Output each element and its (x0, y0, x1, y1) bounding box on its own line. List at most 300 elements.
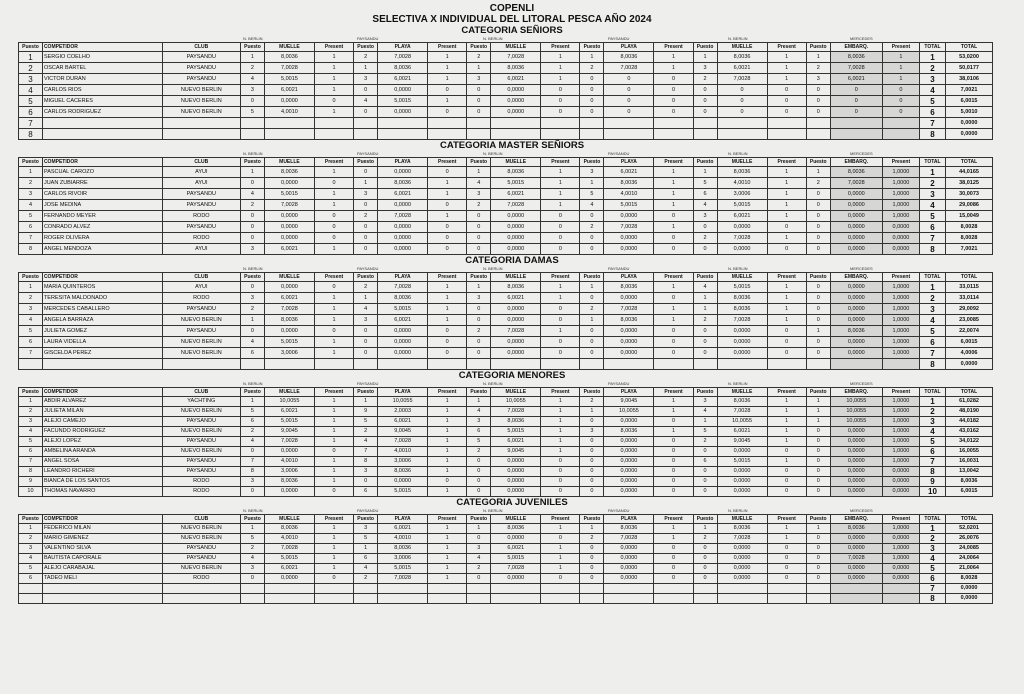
table-cell: 1 (541, 282, 580, 293)
table-cell: 0 (428, 167, 467, 178)
table-cell: 2 (693, 437, 717, 447)
table-cell (654, 584, 693, 594)
table-cell: 0 (806, 315, 830, 326)
table-row (19, 304, 993, 315)
table-cell (428, 594, 467, 604)
table-cell: 1 (541, 326, 580, 337)
table-cell: 1 (767, 293, 806, 304)
table-cell: 1 (580, 178, 604, 189)
table-cell: 0 (806, 189, 830, 200)
column-header: Puesto (806, 273, 830, 282)
table-cell: 7,0028 (491, 564, 541, 574)
table-cell: 1 (654, 200, 693, 211)
table-cell: 3 (19, 189, 43, 200)
table-cell: 1 (767, 52, 806, 63)
table-cell (354, 118, 378, 129)
table-cell: 1 (654, 397, 693, 407)
table-row (19, 447, 993, 457)
table-cell: 0 (882, 85, 919, 96)
column-header: Present (314, 273, 353, 282)
venue-label: PAYSANDU (608, 381, 630, 386)
table-header (19, 43, 993, 52)
table-cell: 1 (806, 326, 830, 337)
table-row (19, 554, 993, 564)
table-cell: 3 (354, 467, 378, 477)
table-cell: 4 (467, 407, 491, 417)
table-cell: 5,0015 (491, 427, 541, 437)
table-cell: 34,0122 (946, 437, 993, 447)
table-cell: 7,0028 (264, 200, 314, 211)
table-cell (580, 584, 604, 594)
column-header: MUELLE (491, 388, 541, 397)
table-cell: 0 (654, 477, 693, 487)
table-row (19, 189, 993, 200)
table-cell: 2 (467, 52, 491, 63)
table-cell: 0 (806, 467, 830, 477)
table-row (19, 222, 993, 233)
table-cell: 0,0000 (717, 348, 767, 359)
table-cell: 5 (354, 417, 378, 427)
table-cell: 0 (806, 337, 830, 348)
table-cell: 3 (240, 293, 264, 304)
column-header: Puesto (806, 158, 830, 167)
table-cell: 6 (919, 337, 945, 348)
table-cell: 1 (806, 52, 830, 63)
column-header: Puesto (467, 515, 491, 524)
column-header: Puesto (354, 43, 378, 52)
table-cell: 0 (806, 107, 830, 118)
table-cell: 0 (580, 477, 604, 487)
table-cell: 0,0000 (378, 337, 428, 348)
table-cell: 8,0036 (717, 52, 767, 63)
table-cell: 5 (919, 564, 945, 574)
table-cell: 0,0000 (491, 96, 541, 107)
table-cell: 0 (467, 233, 491, 244)
table-cell (354, 359, 378, 370)
table-cell (693, 584, 717, 594)
table-cell: 2 (693, 315, 717, 326)
table-cell: PAYSANDU (162, 467, 240, 477)
table-cell: 8,0036 (604, 524, 654, 534)
table-cell: 0,0000 (946, 584, 993, 594)
table-cell: 7,0028 (717, 315, 767, 326)
table-cell: 0,0000 (830, 544, 882, 554)
table-cell: 7,0028 (378, 211, 428, 222)
venue-label: PAYSANDU (357, 266, 379, 271)
table-cell: 7 (19, 233, 43, 244)
table-header (19, 388, 993, 397)
venue-label: PAYSANDU (357, 381, 379, 386)
table-cell: 5,0015 (264, 337, 314, 348)
table-cell: 1 (806, 397, 830, 407)
table-cell: 0 (693, 244, 717, 255)
table-cell: 0 (428, 233, 467, 244)
table-cell (314, 359, 353, 370)
table-cell: 0,0000 (604, 244, 654, 255)
table-cell: 0 (541, 315, 580, 326)
table-cell: 0 (580, 74, 604, 85)
table-cell: PAYSANDU (162, 52, 240, 63)
table-cell: 0 (467, 315, 491, 326)
table-cell: 0 (767, 554, 806, 564)
table-cell (830, 118, 882, 129)
table-cell: 0 (806, 564, 830, 574)
table-cell: 3 (354, 189, 378, 200)
table-cell: 5,0015 (264, 74, 314, 85)
table-cell: 0 (806, 96, 830, 107)
table-cell: 0,0000 (604, 487, 654, 497)
table-cell: 1 (767, 304, 806, 315)
table-cell: 7 (19, 118, 43, 129)
table-cell: SERGIO COELHO (42, 52, 162, 63)
table-cell (428, 359, 467, 370)
table-cell: 0 (467, 467, 491, 477)
table-cell: 3,0006 (717, 189, 767, 200)
table-cell: 0 (428, 244, 467, 255)
table-cell: 1 (541, 427, 580, 437)
table-cell: 7,0021 (946, 85, 993, 96)
table-cell: 0,0000 (830, 564, 882, 574)
table-cell: 6 (19, 574, 43, 584)
column-header: Puesto (19, 388, 43, 397)
table-cell: NUEVO BERLIN (162, 85, 240, 96)
table-cell: 6,0021 (717, 211, 767, 222)
table-cell: 4 (19, 315, 43, 326)
table-cell: 0 (428, 337, 467, 348)
table-cell: 10,0055 (378, 397, 428, 407)
table-cell: 10 (919, 487, 945, 497)
column-header: Puesto (19, 273, 43, 282)
table-cell: 1 (354, 63, 378, 74)
table-cell: 1 (541, 397, 580, 407)
table-cell: 29,0092 (946, 304, 993, 315)
column-header: Present (314, 388, 353, 397)
table-cell: 4 (693, 282, 717, 293)
table-cell (604, 584, 654, 594)
table-cell: 1 (541, 437, 580, 447)
table-row (19, 427, 993, 437)
table-cell: 0 (693, 477, 717, 487)
table-cell: 0,0000 (604, 574, 654, 584)
table-cell: 1 (541, 407, 580, 417)
column-header: Present (541, 273, 580, 282)
table-cell: 4 (240, 337, 264, 348)
table-cell: RODO (162, 233, 240, 244)
column-header: Puesto (693, 515, 717, 524)
table-cell: 23,0085 (946, 315, 993, 326)
table-row (19, 211, 993, 222)
table-cell: 0 (428, 326, 467, 337)
table-cell: 8,0036 (604, 178, 654, 189)
table-cell: 3,0006 (378, 457, 428, 467)
table-cell: 2 (806, 63, 830, 74)
table-cell: 0,0000 (378, 222, 428, 233)
table-cell: 1 (693, 524, 717, 534)
table-cell: 0 (767, 244, 806, 255)
table-cell: 2 (693, 74, 717, 85)
column-header: Puesto (240, 43, 264, 52)
column-header: CLUB (162, 43, 240, 52)
table-cell: 2,0003 (378, 407, 428, 417)
table-cell: 0 (693, 326, 717, 337)
table-cell: 0 (654, 293, 693, 304)
table-cell: 0 (693, 337, 717, 348)
table-cell: 7,0028 (604, 534, 654, 544)
column-header: COMPETIDOR (42, 43, 162, 52)
table-cell: 1 (314, 524, 353, 534)
table-cell: 1 (314, 52, 353, 63)
table-cell (717, 129, 767, 140)
table-cell: 0,0000 (264, 211, 314, 222)
column-header: CLUB (162, 273, 240, 282)
venue-label: PAYSANDU (357, 36, 379, 41)
table-cell: 24,0064 (946, 554, 993, 564)
table-cell (882, 129, 919, 140)
table-cell: 2 (19, 178, 43, 189)
table-cell (491, 129, 541, 140)
table-cell: 0,0000 (830, 304, 882, 315)
table-cell: 0 (717, 107, 767, 118)
table-cell (264, 129, 314, 140)
table-cell: VICTOR DURAN (42, 74, 162, 85)
table-cell: 7,0028 (264, 544, 314, 554)
table-cell: 7 (919, 348, 945, 359)
table-cell: 1 (428, 524, 467, 534)
table-cell (314, 129, 353, 140)
table-cell: 8,0036 (717, 304, 767, 315)
table-cell: 1 (467, 63, 491, 74)
venue-label: MERCEDES (850, 508, 873, 513)
table-cell (767, 584, 806, 594)
table-cell: 3 (19, 544, 43, 554)
table-row (19, 487, 993, 497)
table-cell: PAYSANDU (162, 554, 240, 564)
table-cell: 26,0076 (946, 534, 993, 544)
table-cell: 0,0000 (882, 222, 919, 233)
column-header: Present (767, 43, 806, 52)
table-cell: 0 (428, 200, 467, 211)
table-row (19, 524, 993, 534)
table-cell: 43,0162 (946, 427, 993, 437)
table-cell (830, 594, 882, 604)
table-cell: CONRADO ALVEZ (42, 222, 162, 233)
table-cell: 13,0042 (946, 467, 993, 477)
table-cell: 0 (580, 554, 604, 564)
column-header: MUELLE (717, 273, 767, 282)
table-cell: 1 (314, 477, 353, 487)
column-header: Present (428, 43, 467, 52)
table-cell (767, 359, 806, 370)
table-cell: MARIO GIMENEZ (42, 534, 162, 544)
table-cell: 6,0015 (946, 337, 993, 348)
table-cell: 1 (314, 427, 353, 437)
table-cell: 0 (467, 457, 491, 467)
venue-labels (18, 266, 1006, 272)
table-cell: 0 (693, 467, 717, 477)
table-cell: 2 (580, 304, 604, 315)
table-cell: 5,0015 (717, 282, 767, 293)
table-cell: 0 (806, 200, 830, 211)
table-cell (717, 118, 767, 129)
category-title: CATEGORIA MASTER SEÑIORS (439, 140, 585, 151)
table-cell: 0 (767, 467, 806, 477)
column-header: TOTAL (946, 158, 993, 167)
table-cell (580, 359, 604, 370)
table-cell: 5 (240, 407, 264, 417)
table-cell: 0 (693, 544, 717, 554)
table-cell: 3 (919, 189, 945, 200)
table-cell: 0 (806, 447, 830, 457)
table-cell: 0,0000 (946, 129, 993, 140)
table-cell: 0 (654, 337, 693, 348)
table-cell: 8,0028 (946, 233, 993, 244)
table-cell: 0 (767, 477, 806, 487)
table-cell (580, 594, 604, 604)
table-cell: 29,0086 (946, 200, 993, 211)
column-header: PLAYA (604, 515, 654, 524)
table-cell: TADEO MELI (42, 574, 162, 584)
column-header: MUELLE (717, 43, 767, 52)
column-header: MUELLE (264, 388, 314, 397)
table-cell: 6,0021 (378, 189, 428, 200)
table-cell: 9,0045 (491, 447, 541, 457)
table-cell: 3 (467, 417, 491, 427)
table-row (19, 337, 993, 348)
category-title: CATEGORIA SEÑIORS (461, 25, 563, 36)
table-cell: 2 (19, 407, 43, 417)
table-cell: 6 (919, 107, 945, 118)
table-cell: 8,0036 (264, 477, 314, 487)
table-row (19, 74, 993, 85)
table-cell: 1 (314, 457, 353, 467)
table-cell: THOMAS NAVARRO (42, 487, 162, 497)
table-cell: 10,0055 (604, 407, 654, 417)
table-cell: 2 (693, 534, 717, 544)
table-row (19, 167, 993, 178)
table-cell: 1 (919, 282, 945, 293)
table-cell: CARLOS RIVOIR (42, 189, 162, 200)
table-cell: 2 (919, 63, 945, 74)
table-cell: 7,0028 (717, 407, 767, 417)
table-header (19, 158, 993, 167)
table-cell (541, 584, 580, 594)
table-cell: 0 (354, 244, 378, 255)
table-cell: 1 (428, 554, 467, 564)
table-cell: 0 (541, 304, 580, 315)
table-cell: 2 (240, 200, 264, 211)
table-cell: 0 (580, 233, 604, 244)
column-header: CLUB (162, 515, 240, 524)
table-cell: 7,0028 (491, 326, 541, 337)
table-cell: 1,0000 (882, 417, 919, 427)
table-cell: 0,0000 (946, 359, 993, 370)
table-cell: 6,0021 (717, 427, 767, 437)
table-cell: ANGEL MENDOZA (42, 244, 162, 255)
table-cell: 0 (541, 337, 580, 348)
table-cell: 0 (654, 96, 693, 107)
table-cell: 0 (240, 222, 264, 233)
table-cell (378, 118, 428, 129)
table-cell (604, 594, 654, 604)
table-cell: 5,0015 (378, 304, 428, 315)
table-cell: 0,0000 (830, 233, 882, 244)
table-cell (767, 129, 806, 140)
table-cell: 6 (919, 447, 945, 457)
table-cell: 1 (654, 63, 693, 74)
table-cell: 1 (19, 397, 43, 407)
table-cell: BIANCA DE LOS SANTOS (42, 477, 162, 487)
table-cell: 0 (314, 574, 353, 584)
column-header: Puesto (354, 388, 378, 397)
table-cell: 1,0000 (882, 337, 919, 348)
column-header: COMPETIDOR (42, 388, 162, 397)
table-cell: 0,0000 (378, 200, 428, 211)
table-cell: 4 (354, 96, 378, 107)
table-cell: 0 (654, 544, 693, 554)
table-cell: JUAN ZUBIARRE (42, 178, 162, 189)
table-cell: 0 (580, 457, 604, 467)
table-cell (604, 129, 654, 140)
table-cell (654, 118, 693, 129)
table-cell: 0 (467, 337, 491, 348)
table-cell: 3,0006 (264, 467, 314, 477)
table-cell: 5 (240, 534, 264, 544)
table-row (19, 233, 993, 244)
column-header: Puesto (467, 43, 491, 52)
table-cell: 1 (467, 397, 491, 407)
table-cell: 0 (354, 85, 378, 96)
column-header: Present (882, 158, 919, 167)
table-cell (604, 118, 654, 129)
table-cell: 2 (919, 534, 945, 544)
table-cell: 1 (580, 524, 604, 534)
table-cell: 1 (314, 397, 353, 407)
column-header: COMPETIDOR (42, 158, 162, 167)
table-cell: 1 (428, 447, 467, 457)
table-cell: 0,0000 (491, 477, 541, 487)
table-cell: 0 (767, 96, 806, 107)
table-cell: 8,0036 (830, 167, 882, 178)
table-cell: 0,0000 (830, 189, 882, 200)
table-cell: 0,0000 (491, 233, 541, 244)
table-cell: 1,0000 (882, 211, 919, 222)
venue-label: PAYSANDU (608, 266, 630, 271)
column-header: Puesto (354, 158, 378, 167)
table-cell: 2 (467, 447, 491, 457)
table-cell: 0 (654, 467, 693, 477)
column-header: PLAYA (378, 43, 428, 52)
table-cell (830, 584, 882, 594)
table-cell: 1 (806, 524, 830, 534)
event-title: SELECTIVA X INDIVIDUAL DEL LITORAL PESCA AÑO 2024 (372, 14, 652, 25)
table-cell (264, 118, 314, 129)
table-cell: 0,0000 (830, 437, 882, 447)
table-cell: 9,0045 (378, 427, 428, 437)
table-row (19, 348, 993, 359)
table-cell: 1,0000 (882, 282, 919, 293)
table-cell: 1 (767, 457, 806, 467)
table-cell: 8 (919, 359, 945, 370)
column-header: MUELLE (717, 515, 767, 524)
column-header: Puesto (693, 43, 717, 52)
table-cell: 1 (654, 407, 693, 417)
table-cell: 1 (314, 315, 353, 326)
table-cell (541, 359, 580, 370)
table-cell: 1 (654, 534, 693, 544)
table-cell: 4 (354, 304, 378, 315)
table-cell: 0 (654, 564, 693, 574)
table-row (19, 96, 993, 107)
